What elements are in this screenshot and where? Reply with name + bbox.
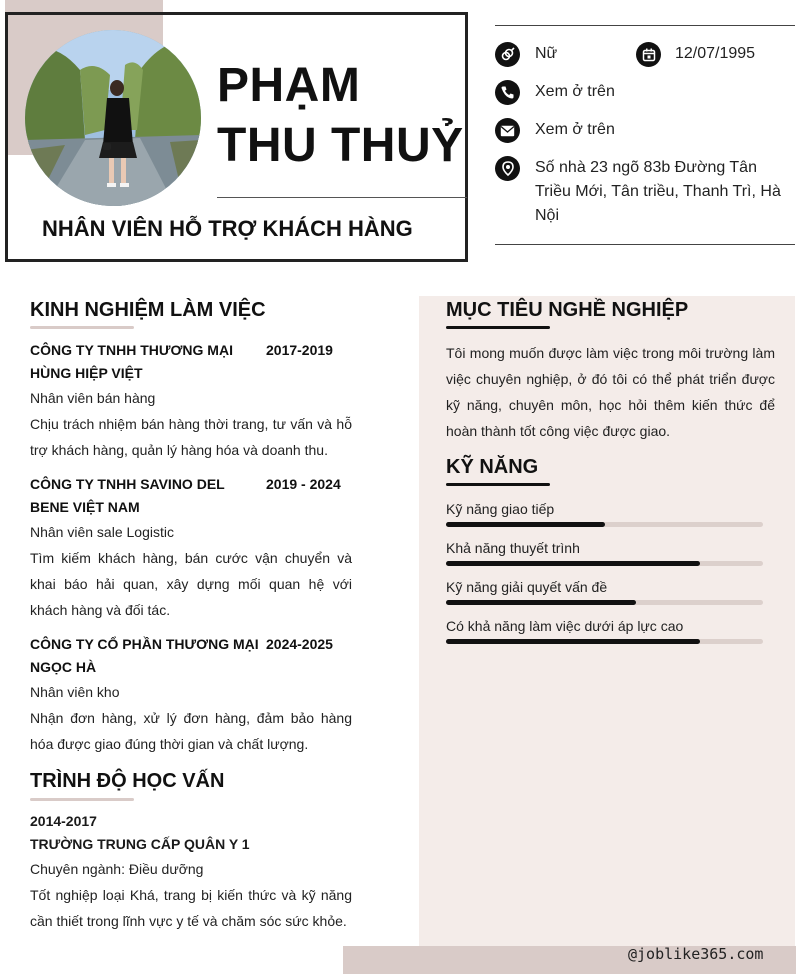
skill-2-label: Khả năng thuyết trình [446, 540, 580, 556]
skill-4-fill [446, 639, 700, 644]
candidate-name [217, 56, 464, 176]
job-2-company: CÔNG TY TNHH SAVINO DEL BENE VIỆT NAM [30, 476, 225, 515]
contact-bottom-divider [495, 244, 795, 245]
education-description: Tốt nghiệp loại Khá, trang bị kiến thức và kỹ năng cần thiết trong lĩnh vực y tế và chăm sóc sức khỏe. [30, 887, 352, 929]
skill-1-bar [446, 522, 763, 527]
objective-title: MỤC TIÊU NGHỀ NGHIỆP [446, 299, 689, 321]
skill-2-fill [446, 561, 700, 566]
job-1-company: CÔNG TY TNHH THƯƠNG MẠI HÙNG HIỆP VIỆT [30, 342, 233, 381]
address-value: Số nhà 23 ngõ 83b Đường Tân Triều Mới, Tân triều, Thanh Trì, Hà Nội [535, 159, 781, 224]
birthday-value: 12/07/1995 [675, 45, 756, 62]
job-2-description: Tìm kiếm khách hàng, bán cước vận chuyển và khai báo hải quan, xây dựng mối quan hệ với khách hàng và đối tác. [30, 550, 352, 618]
skill-4-bar [446, 639, 763, 644]
objective-text: Tôi mong muốn được làm việc trong môi trường làm việc chuyên nghiệp, ở đó tôi có thể phát triển được kỹ năng, chuyên môn, học hỏi thêm kiến thức để hoàn thành tốt công việc được giao. [446, 345, 775, 439]
skill-3-bar [446, 600, 763, 605]
skill-1-label: Kỹ năng giao tiếp [446, 501, 555, 517]
job-3-period: 2024-2025 [266, 636, 333, 652]
gender-value: Nữ [535, 45, 558, 62]
education-underline [30, 798, 134, 801]
skill-4-label: Có khả năng làm việc dưới áp lực cao [446, 618, 684, 634]
job-1-role: Nhân viên bán hàng [30, 390, 156, 406]
email-icon [495, 118, 520, 143]
skills-title: KỸ NĂNG [446, 456, 539, 478]
name-divider [217, 197, 467, 198]
phone-icon [495, 80, 520, 105]
candidate-name-line2: THU THUỶ [217, 119, 464, 172]
education-major: Chuyên ngành: Điều dưỡng [30, 861, 204, 877]
education-title: TRÌNH ĐỘ HỌC VẤN [30, 770, 225, 792]
job-2-role: Nhân viên sale Logistic [30, 524, 174, 540]
contact-top-divider [495, 25, 795, 26]
watermark: @joblike365.com [628, 945, 764, 963]
candidate-name-line1: PHẠM [217, 59, 361, 112]
location-icon [495, 156, 520, 181]
skills-underline [446, 483, 550, 486]
objective-underline [446, 326, 550, 329]
skill-3-label: Kỹ năng giải quyết vấn đề [446, 579, 608, 595]
calendar-icon [636, 42, 661, 67]
experience-title: KINH NGHIỆM LÀM VIỆC [30, 299, 266, 321]
experience-underline [30, 326, 134, 329]
job-2-period: 2019 - 2024 [266, 476, 341, 492]
profile-photo [25, 30, 201, 206]
job-1-period: 2017-2019 [266, 342, 333, 358]
skill-3-fill [446, 600, 636, 605]
skill-1-fill [446, 522, 605, 527]
job-3-company: CÔNG TY CỔ PHẦN THƯƠNG MẠI NGỌC HÀ [30, 636, 259, 675]
job-3-role: Nhân viên kho [30, 684, 120, 700]
email-value: Xem ở trên [535, 121, 615, 138]
education-school: TRƯỜNG TRUNG CẤP QUÂN Y 1 [30, 836, 250, 852]
job-3-description: Nhận đơn hàng, xử lý đơn hàng, đảm bảo hàng hóa được giao đúng thời gian và chất lượng. [30, 710, 352, 752]
skill-2-bar [446, 561, 763, 566]
gender-icon [495, 42, 520, 67]
education-years: 2014-2017 [30, 813, 97, 829]
job-1-description: Chịu trách nhiệm bán hàng thời trang, tư vấn và hỗ trợ khách hàng, quản lý hàng hóa và doanh thu. [30, 416, 352, 458]
profile-photo-image [25, 30, 201, 206]
job-title: NHÂN VIÊN HỖ TRỢ KHÁCH HÀNG [42, 216, 413, 241]
phone-value: Xem ở trên [535, 83, 615, 100]
